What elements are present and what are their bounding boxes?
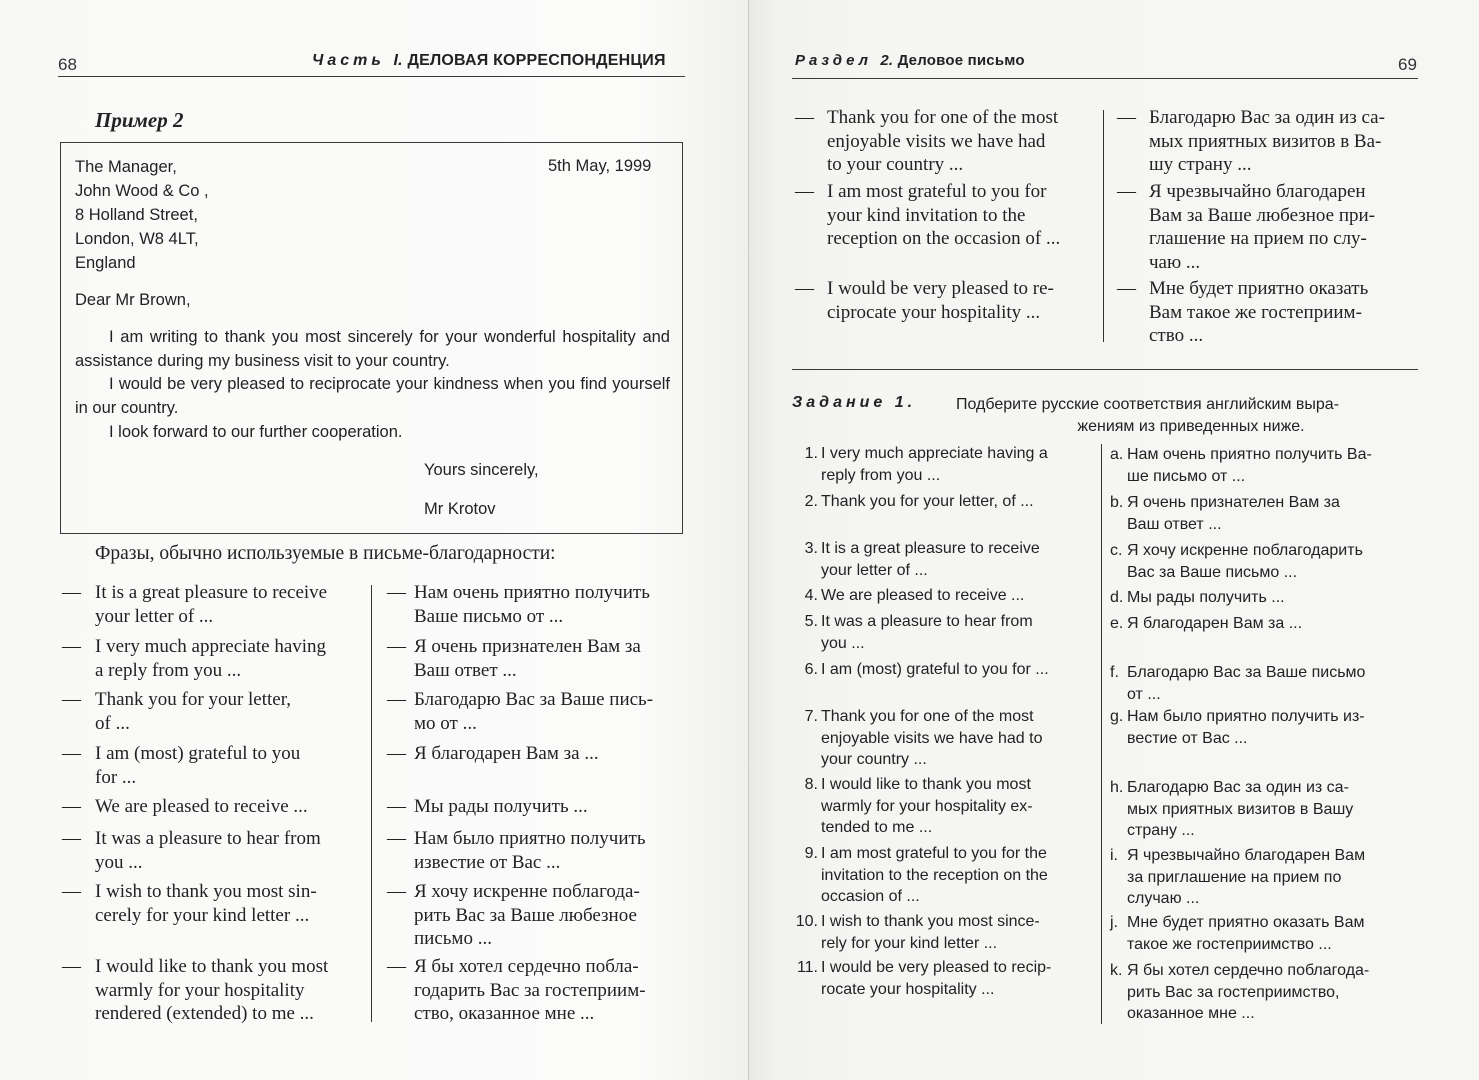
phrase-line: It was a pleasure to hear from (95, 828, 321, 849)
item-line: It was a pleasure to hear from (821, 613, 1033, 630)
item-label: 1. (804, 445, 818, 462)
dash-marker: — (387, 689, 406, 710)
address-line: The Manager, (75, 158, 177, 176)
item-line: rely for your kind letter ... (821, 934, 998, 952)
item-line: your letter of ... (821, 561, 928, 579)
item-text (1127, 540, 1363, 583)
item-text (1127, 587, 1285, 609)
phrase-line: Нам очень приятно получить (414, 582, 650, 603)
phrase-line: Вам такое же гостеприим- (1149, 301, 1362, 323)
item-text (1127, 960, 1369, 1025)
phrase-russian (1149, 180, 1375, 274)
phrase-line: Благодарю Вас за один из са- (1149, 107, 1385, 128)
item-text (1127, 845, 1365, 910)
phrase-line: шу страну ... (1149, 154, 1252, 175)
item-line: I wish to thank you most since- (821, 913, 1040, 930)
part-title: ДЕЛОВАЯ КОРРЕСПОНДЕНЦИЯ (407, 52, 666, 69)
phrase-line: годарить Вас за гостеприим- (414, 979, 646, 1001)
item-line: Благодарю Вас за один из са- (1127, 779, 1349, 796)
letter-paragraph: I look forward to our further cooperation. (109, 423, 403, 441)
dash-marker: — (387, 881, 406, 902)
task-text-line: Подберите русские соответствия английским выра- (956, 396, 1340, 413)
phrase-russian (414, 635, 641, 682)
item-line: We are pleased to receive ... (821, 587, 1025, 604)
item-text (1127, 912, 1364, 955)
phrase-line: письмо ... (414, 928, 492, 949)
dash-marker: — (795, 181, 814, 202)
item-label: 10. (795, 913, 818, 930)
letter-closing: Yours sincerely, (424, 461, 539, 479)
item-label: 3. (804, 540, 818, 557)
item-line: your country ... (821, 751, 927, 768)
item-line: страну ... (1127, 822, 1195, 839)
book-gutter (748, 0, 749, 1080)
item-label: g. (1110, 708, 1124, 725)
item-label: i. (1110, 847, 1118, 864)
phrase-line: ство, оказанное мне ... (414, 1003, 595, 1024)
dash-marker: — (62, 582, 81, 603)
dash-marker: — (62, 956, 81, 977)
item-label: 11. (796, 959, 818, 976)
item-text (1127, 613, 1302, 635)
section-number: 2. (880, 52, 894, 69)
phrase-russian (414, 742, 599, 766)
phrase-line: I wish to thank you most sin- (95, 881, 317, 902)
item-label: j. (1110, 914, 1118, 931)
column-divider (371, 585, 372, 1022)
item-label: 8. (804, 776, 818, 793)
address-line: England (75, 254, 136, 272)
phrase-line: We are pleased to receive ... (95, 796, 308, 817)
item-line: Thank you for your letter, of ... (821, 493, 1034, 510)
phrase-line: ciprocate your hospitality ... (827, 301, 1041, 323)
item-line: Ваш ответ ... (1127, 515, 1222, 533)
dash-marker: — (62, 636, 81, 657)
dash-marker: — (62, 689, 81, 710)
phrase-english (827, 277, 1054, 324)
section-label: Раздел (795, 52, 872, 69)
item-line: It is a great pleasure to receive (821, 540, 1040, 557)
phrase-line: рить Вас за Ваше любезное (414, 904, 637, 926)
phrase-english (95, 635, 326, 682)
column-divider (1103, 110, 1104, 342)
dash-marker: — (387, 636, 406, 657)
item-label: h. (1110, 779, 1124, 796)
phrase-line: rendered (extended) to me ... (95, 1003, 314, 1024)
phrase-line: Thank you for your letter, (95, 689, 292, 710)
part-number: I. (393, 52, 403, 69)
phrase-line: Я очень признателен Вам за (414, 636, 641, 657)
section-title: Деловое письмо (897, 52, 1025, 69)
phrase-line: I would be very pleased to re- (827, 278, 1054, 299)
phrase-line: to your country ... (827, 154, 964, 175)
item-line: enjoyable visits we have had to (821, 729, 1043, 747)
item-line: от ... (1127, 685, 1161, 703)
item-label: 9. (804, 845, 818, 862)
letter-date: 5th May, 1999 (548, 157, 652, 175)
item-line: Thank you for one of the most (821, 708, 1034, 725)
phrase-line: Нам было приятно получить (414, 828, 646, 849)
phrase-line: Благодарю Вас за Ваше пись- (414, 689, 654, 710)
phrase-line: ство ... (1149, 325, 1204, 346)
dash-marker: — (1117, 107, 1136, 128)
phrase-line: enjoyable visits we have had (827, 130, 1046, 152)
item-line: Я хочу искренне поблагодарить (1127, 542, 1363, 559)
item-label: 6. (804, 661, 818, 678)
phrase-line: Ваш ответ ... (414, 659, 517, 681)
item-line: Нам было приятно получить из- (1127, 708, 1365, 725)
item-line: reply from you ... (821, 466, 941, 484)
page-number-left: 68 (58, 55, 77, 74)
item-line: Вас за Ваше письмо ... (1127, 563, 1298, 581)
item-line: I would like to thank you most (821, 776, 1031, 793)
phrase-english (827, 106, 1058, 177)
dash-marker: — (62, 796, 81, 817)
phrase-line: cerely for your kind letter ... (95, 904, 310, 926)
phrase-english (95, 795, 308, 819)
item-text (1127, 777, 1353, 842)
phrase-russian (414, 827, 645, 874)
dash-marker: — (795, 278, 814, 299)
item-label: c. (1110, 542, 1123, 559)
address-line: John Wood & Co , (75, 182, 209, 200)
dash-marker: — (387, 828, 406, 849)
example-title: Пример 2 (95, 108, 184, 132)
item-line: occasion of ... (821, 888, 920, 905)
phrase-line: мых приятных визитов в Ва- (1149, 130, 1382, 152)
item-label: 2. (804, 493, 818, 510)
phrase-line: глашение на прием по слу- (1149, 228, 1367, 249)
phrase-russian (414, 581, 650, 628)
letter-paragraph: I am writing to thank you most sincerely for your wonderful hospitality and assistance during my business visit to your country. (75, 328, 670, 370)
phrase-line: warmly for your hospitality (95, 979, 305, 1001)
letter-salutation: Dear Mr Brown, (75, 291, 191, 309)
item-line: rocate your hospitality ... (821, 980, 995, 998)
item-line: оказанное мне ... (1127, 1005, 1255, 1022)
item-text (821, 706, 1042, 771)
item-text (821, 443, 1048, 486)
item-line: I am (most) grateful to you for ... (821, 661, 1049, 678)
item-label: f. (1110, 664, 1119, 681)
item-line: за приглашение на прием по (1127, 868, 1342, 886)
item-label: 5. (804, 613, 818, 630)
part-label: Часть (312, 52, 385, 69)
task-instructions (956, 394, 1426, 438)
header-rule-right (792, 78, 1418, 79)
item-label: 7. (804, 708, 818, 725)
item-line: Мы рады получить ... (1127, 589, 1285, 606)
phrase-line: Я бы хотел сердечно побла- (414, 956, 639, 977)
item-text (821, 585, 1024, 607)
dash-marker: — (62, 881, 81, 902)
phrase-line: of ... (95, 712, 130, 734)
phrase-english (95, 742, 300, 789)
item-line: invitation to the reception on the (821, 866, 1048, 884)
phrase-english (95, 827, 321, 874)
item-line: Я очень признателен Вам за (1127, 494, 1340, 511)
dash-marker: — (1117, 278, 1136, 299)
item-line: Благодарю Вас за Ваше письмо (1127, 664, 1366, 681)
phrase-line: I am (most) grateful to you (95, 743, 301, 764)
phrases-title: Фразы, обычно используемые в письме-благодарности: (95, 543, 556, 564)
phrase-line: Вам за Ваше любезное при- (1149, 204, 1375, 226)
phrase-line: your letter of ... (95, 605, 214, 627)
item-text (821, 611, 1033, 654)
dash-marker: — (62, 743, 81, 764)
column-divider (1101, 444, 1102, 1024)
item-line: you ... (821, 634, 865, 652)
phrase-line: Я хочу искренне поблагода- (414, 881, 640, 902)
phrase-line: Мы рады получить ... (414, 796, 588, 817)
item-line: мых приятных визитов в Вашу (1127, 800, 1354, 818)
phrase-english (827, 180, 1060, 251)
dash-marker: — (1117, 181, 1136, 202)
item-line: вестие от Вас ... (1127, 729, 1248, 747)
item-line: Я бы хотел сердечно поблагода- (1127, 962, 1370, 979)
phrase-russian (414, 880, 640, 951)
item-text (1127, 706, 1365, 749)
section-rule (792, 369, 1418, 370)
item-text (821, 957, 1051, 1000)
address-line: London, W8 4LT, (75, 230, 199, 248)
item-label: e. (1110, 615, 1124, 632)
page-number-right: 69 (1398, 55, 1417, 74)
phrase-english (95, 880, 317, 927)
item-line: Нам очень приятно получить Ва- (1127, 446, 1372, 463)
phrase-russian (1149, 106, 1385, 177)
item-line: рить Вас за гостеприимство, (1127, 983, 1340, 1001)
item-text (1127, 444, 1372, 487)
phrase-line: reception on the occasion of ... (827, 228, 1061, 249)
phrase-line: Я чрезвычайно благодарен (1149, 181, 1366, 202)
item-text (821, 911, 1040, 954)
phrase-line: for ... (95, 766, 137, 788)
dash-marker: — (387, 796, 406, 817)
item-text (821, 659, 1049, 681)
item-line: I would be very pleased to recip- (821, 959, 1052, 976)
item-line: I am most grateful to you for the (821, 845, 1047, 862)
phrase-line: It is a great pleasure to receive (95, 582, 328, 603)
phrase-line: Мне будет приятно оказать (1149, 278, 1369, 299)
dash-marker: — (387, 582, 406, 603)
phrase-russian (414, 688, 653, 735)
dash-marker: — (387, 956, 406, 977)
phrase-line: чаю ... (1149, 251, 1201, 273)
item-label: b. (1110, 494, 1124, 511)
item-label: k. (1110, 962, 1123, 979)
item-text (821, 843, 1048, 908)
item-text (1127, 492, 1340, 535)
phrase-line: your kind invitation to the (827, 204, 1026, 226)
item-line: такое же гостеприимство ... (1127, 935, 1332, 953)
header-rule-left (58, 76, 685, 77)
running-head-right (795, 52, 1025, 69)
dash-marker: — (62, 828, 81, 849)
phrase-line: I would like to thank you most (95, 956, 329, 977)
phrase-line: мо от ... (414, 712, 477, 734)
phrase-line: известие от Вас ... (414, 851, 561, 873)
item-line: случаю ... (1127, 890, 1200, 907)
phrase-line: I am most grateful to you for (827, 181, 1047, 202)
phrase-english (95, 955, 328, 1026)
phrase-russian (414, 795, 588, 819)
item-line: Я благодарен Вам за ... (1127, 615, 1303, 632)
phrase-line: a reply from you ... (95, 659, 242, 681)
phrase-line: you ... (95, 851, 143, 873)
item-line: tended to me ... (821, 819, 933, 836)
letter-signature: Mr Krotov (424, 500, 496, 518)
item-label: 4. (804, 587, 818, 604)
item-text (821, 538, 1040, 581)
phrase-russian (1149, 277, 1368, 348)
phrase-line: Thank you for one of the most (827, 107, 1059, 128)
dash-marker: — (387, 743, 406, 764)
dash-marker: — (795, 107, 814, 128)
task-text-line: жениям из приведенных ниже. (1077, 418, 1305, 435)
item-text (821, 491, 1034, 513)
item-text (821, 774, 1033, 839)
item-line: Я чрезвычайно благодарен Вам (1127, 847, 1366, 864)
phrase-english (95, 688, 291, 735)
item-label: a. (1110, 446, 1124, 463)
item-line: warmly for your hospitality ex- (821, 797, 1033, 815)
phrase-russian (414, 955, 646, 1026)
phrase-line: I very much appreciate having (95, 636, 327, 657)
item-line: ше письмо от ... (1127, 467, 1246, 485)
task-label: Задание 1. (792, 394, 917, 411)
running-head-left (312, 52, 666, 70)
phrase-english (95, 581, 327, 628)
address-line: 8 Holland Street, (75, 206, 198, 224)
item-label: d. (1110, 589, 1124, 606)
phrase-line: Ваше письмо от ... (414, 605, 564, 627)
phrase-line: Я благодарен Вам за ... (414, 743, 599, 764)
letter-paragraph: I would be very pleased to reciprocate your kindness when you find yourself in our country. (75, 375, 670, 417)
item-line: Мне будет приятно оказать Вам (1127, 914, 1365, 931)
item-text (1127, 662, 1365, 705)
item-line: I very much appreciate having a (821, 445, 1048, 462)
